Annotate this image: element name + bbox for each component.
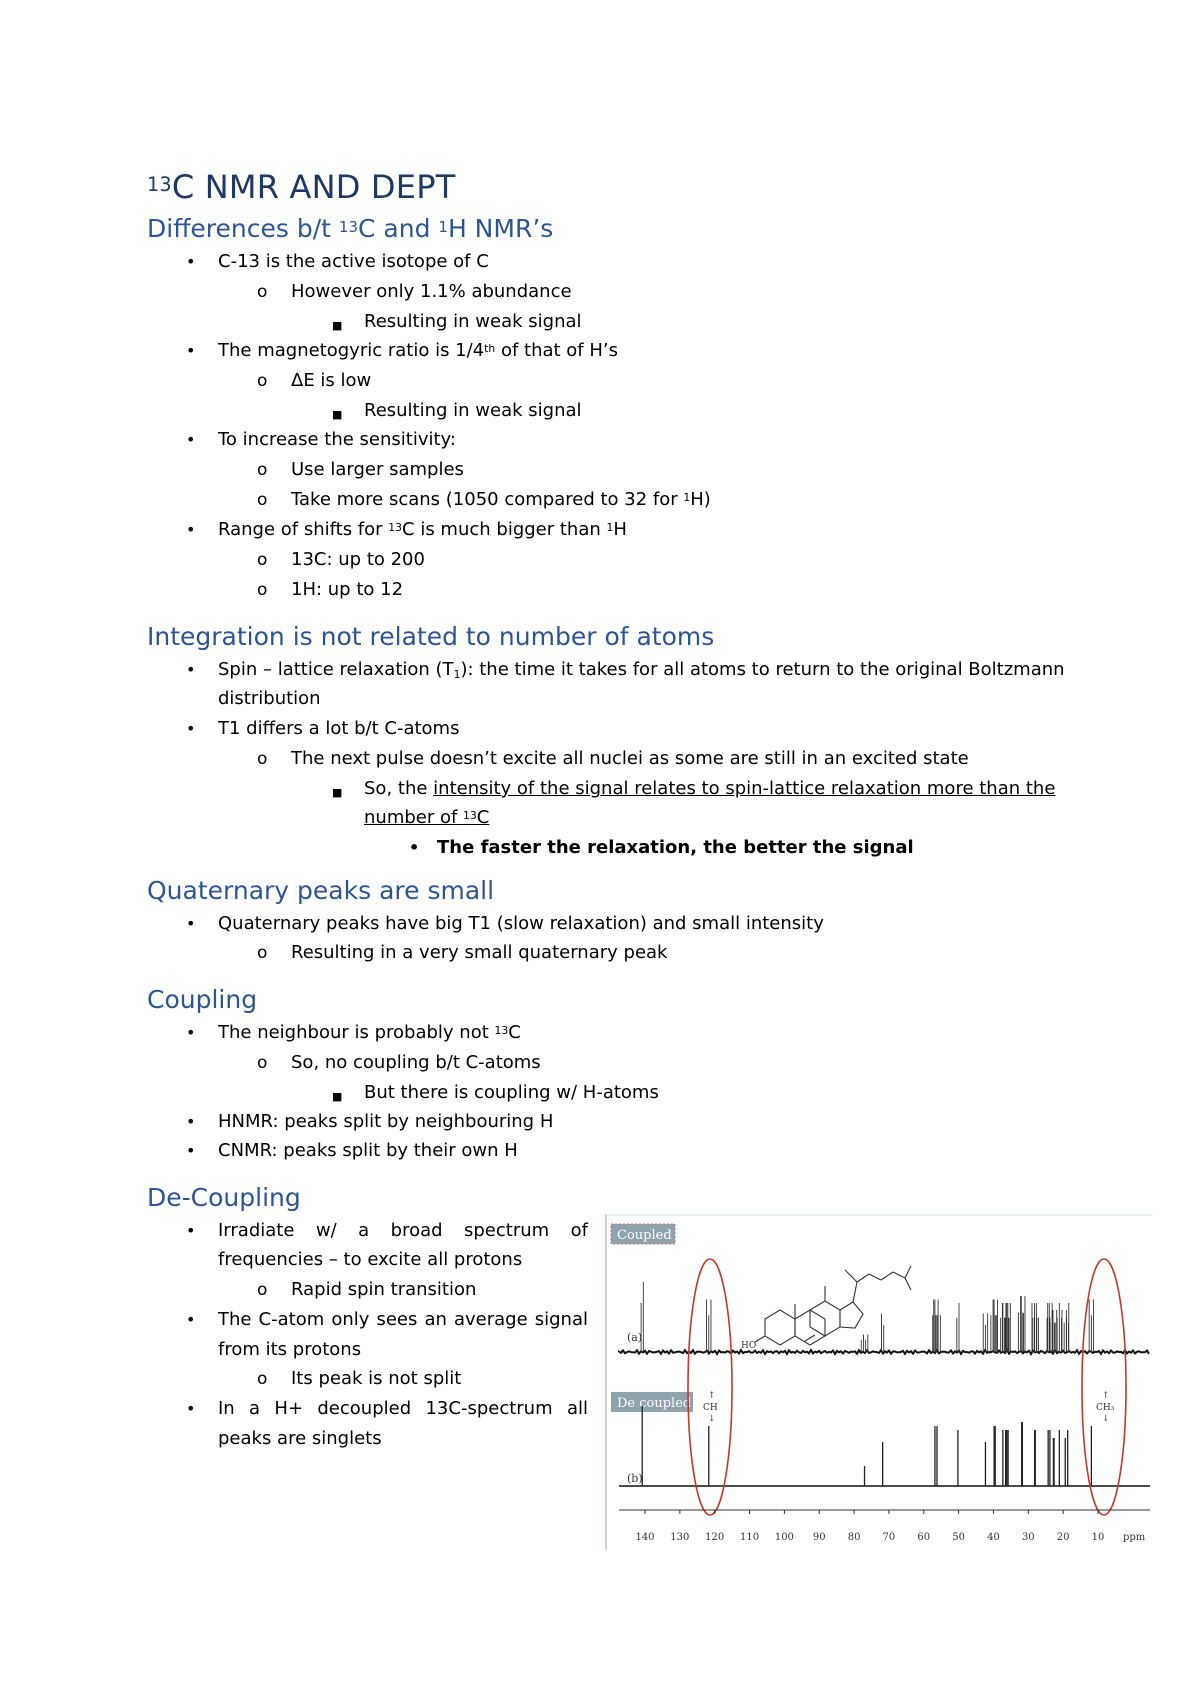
bullet-icon: o xyxy=(257,550,268,570)
list-item-continuation: peaks are singlets xyxy=(218,1428,382,1449)
x-axis-tick-label: 60 xyxy=(917,1532,931,1543)
heading-superscript: 13 xyxy=(338,217,358,236)
highlight-ellipse-right xyxy=(1082,1259,1126,1515)
bullet-icon: • xyxy=(409,838,420,857)
heading-part: H NMR’s xyxy=(447,214,554,243)
list-item-text xyxy=(218,1022,521,1044)
list-item-continuation xyxy=(364,807,489,829)
bullet-icon: o xyxy=(257,1280,268,1300)
x-axis-tick-label: 110 xyxy=(739,1532,760,1543)
bullet-icon: ■ xyxy=(332,1090,343,1103)
text-part: C xyxy=(476,807,490,828)
bullet-icon: • xyxy=(186,341,196,360)
list-item-text: T1 differs a lot b/t C-atoms xyxy=(218,718,460,739)
heading-quaternary: Quaternary peaks are small xyxy=(147,876,495,905)
list-item-text: Resulting in weak signal xyxy=(364,311,582,332)
bullet-icon: o xyxy=(257,943,268,963)
text-part: The neighbour is probably not xyxy=(218,1022,495,1043)
cholesterol-structure-icon xyxy=(755,1266,911,1345)
text-part: ): the time it takes for all atoms to return to the original Boltzmann xyxy=(460,659,1065,680)
bullet-icon: • xyxy=(186,719,196,738)
list-item-text xyxy=(218,519,627,541)
text-part: C is much bigger than xyxy=(402,519,607,540)
decoupled-label: De coupled xyxy=(617,1396,692,1411)
x-axis-tick-label: 40 xyxy=(987,1532,1000,1543)
axis-unit-label: ppm xyxy=(1123,1532,1146,1543)
bullet-icon: o xyxy=(257,749,268,769)
subscript: 1 xyxy=(453,667,461,681)
bullet-icon: o xyxy=(257,371,268,391)
list-item-text xyxy=(291,489,711,511)
x-axis-tick-label: 130 xyxy=(670,1532,690,1543)
x-axis-tick-label: 80 xyxy=(847,1532,861,1543)
ch-annotation-left xyxy=(703,1391,718,1424)
x-axis-tick-label: 50 xyxy=(952,1532,965,1543)
list-item-continuation: distribution xyxy=(218,688,321,709)
list-item-text: The faster the relaxation, the better the signal xyxy=(437,837,914,858)
list-item-text xyxy=(218,659,1065,681)
text-part: Spin – lattice relaxation (T xyxy=(218,659,454,680)
x-axis-ticks xyxy=(635,1510,1104,1543)
down-arrow-icon: ↓ xyxy=(1102,1414,1110,1424)
list-item-text: The C-atom only sees an average signal xyxy=(218,1309,588,1330)
list-item-text: Use larger samples xyxy=(291,459,464,480)
superscript: 13 xyxy=(494,1024,509,1038)
list-item-text: 1H: up to 12 xyxy=(291,579,404,600)
text-part: H xyxy=(613,519,627,540)
heading-coupling: Coupling xyxy=(147,985,258,1014)
bullet-icon: ■ xyxy=(332,786,343,799)
bullet-icon: • xyxy=(186,1221,196,1240)
superscript: th xyxy=(484,342,496,356)
text-part: Take more scans (1050 compared to 32 for xyxy=(291,489,684,510)
superscript: 1 xyxy=(683,491,691,505)
list-item-text: CNMR: peaks split by their own H xyxy=(218,1140,518,1161)
title-text: C NMR AND DEPT xyxy=(171,168,456,206)
bullet-icon: o xyxy=(257,282,268,302)
list-item-text xyxy=(218,340,618,362)
bullet-icon: • xyxy=(186,252,196,271)
text-part: of that of H’s xyxy=(495,340,618,361)
up-arrow-icon: ↑ xyxy=(1102,1391,1110,1401)
panel-a-label: (a) xyxy=(627,1331,643,1344)
panel-b-label: (b) xyxy=(627,1472,643,1485)
text-part: The magnetogyric ratio is 1/4 xyxy=(218,340,485,361)
coupled-peaks xyxy=(641,1282,1093,1352)
list-item-text: Rapid spin transition xyxy=(291,1279,477,1300)
ch-annotation-right xyxy=(1096,1391,1115,1424)
bullet-icon: ■ xyxy=(332,319,343,332)
list-item-text: Quaternary peaks have big T1 (slow relaxation) and small intensity xyxy=(218,913,824,934)
text-part: So, the xyxy=(364,778,434,799)
bullet-icon: • xyxy=(186,430,196,449)
list-item-text: So, no coupling b/t C-atoms xyxy=(291,1052,541,1073)
bullet-icon: o xyxy=(257,580,268,600)
x-axis-tick-label: 140 xyxy=(635,1532,655,1543)
molecule-label: HO xyxy=(741,1341,757,1351)
coupled-label: Coupled xyxy=(617,1228,672,1243)
bullet-icon: ■ xyxy=(332,408,343,421)
superscript: 13 xyxy=(388,521,403,535)
heading-decoupling: De-Coupling xyxy=(147,1183,301,1212)
bullet-icon: • xyxy=(186,520,196,539)
list-item-text: 13C: up to 200 xyxy=(291,549,425,570)
x-axis-tick-label: 100 xyxy=(774,1532,794,1543)
list-item-text: Its peak is not split xyxy=(291,1368,462,1389)
x-axis-tick-label: 20 xyxy=(1056,1532,1070,1543)
nmr-spectrum-figure xyxy=(605,1214,1155,1550)
superscript: 1 xyxy=(606,521,614,535)
list-item-text: Irradiate w/ a broad spectrum of xyxy=(218,1220,588,1241)
x-axis-tick-label: 30 xyxy=(1021,1532,1035,1543)
heading-differences xyxy=(147,214,553,243)
heading-part: C and xyxy=(358,214,439,243)
list-item-text: To increase the sensitivity: xyxy=(218,429,456,450)
list-item-continuation: from its protons xyxy=(218,1339,362,1360)
bullet-icon: • xyxy=(186,1310,196,1329)
list-item-text: In a H+ decoupled 13C-spectrum all xyxy=(218,1398,588,1419)
list-item-text xyxy=(364,778,1055,800)
list-item-text: However only 1.1% abundance xyxy=(291,281,572,302)
list-item-continuation: frequencies – to excite all protons xyxy=(218,1249,523,1270)
text-part: Range of shifts for xyxy=(218,519,389,540)
text-part: H) xyxy=(690,489,711,510)
ch-left-label: CH xyxy=(703,1403,718,1413)
list-item-text: C-13 is the active isotope of C xyxy=(218,251,489,272)
list-item-text: Resulting in weak signal xyxy=(364,400,582,421)
bullet-icon: • xyxy=(186,1399,196,1418)
x-axis-tick-label: 70 xyxy=(882,1532,896,1543)
page-title xyxy=(147,168,455,206)
bullet-icon: o xyxy=(257,490,268,510)
heading-integration: Integration is not related to number of atoms xyxy=(147,622,715,651)
list-item-text: The next pulse doesn’t excite all nuclei as some are still in an excited state xyxy=(291,748,969,769)
bullet-icon: • xyxy=(186,1141,196,1160)
x-axis-tick-label: 90 xyxy=(812,1532,826,1543)
list-item-text: Resulting in a very small quaternary peak xyxy=(291,942,668,963)
bullet-icon: • xyxy=(186,914,196,933)
bullet-icon: • xyxy=(186,1112,196,1131)
heading-superscript: 1 xyxy=(438,217,448,236)
bullet-icon: • xyxy=(186,1023,196,1042)
bullet-icon: o xyxy=(257,1053,268,1073)
x-axis-tick-label: 120 xyxy=(705,1532,725,1543)
text-part: C xyxy=(508,1022,521,1043)
title-superscript: 13 xyxy=(147,173,172,197)
heading-part: Differences b/t xyxy=(147,214,339,243)
list-item-text: But there is coupling w/ H-atoms xyxy=(364,1082,659,1103)
x-axis-tick-label: 10 xyxy=(1091,1532,1105,1543)
text-part: number of xyxy=(364,807,464,828)
bullet-icon: • xyxy=(186,660,196,679)
bullet-icon: o xyxy=(257,460,268,480)
down-arrow-icon: ↓ xyxy=(708,1414,716,1424)
up-arrow-icon: ↑ xyxy=(708,1391,716,1401)
underlined-text: intensity of the signal relates to spin-lattice relaxation more than the xyxy=(433,778,1056,799)
ch-right-label: CH₃ xyxy=(1096,1403,1115,1413)
list-item-text: ΔE is low xyxy=(291,370,372,391)
bullet-icon: o xyxy=(257,1369,268,1389)
highlight-ellipse-left xyxy=(688,1259,732,1515)
list-item-text: HNMR: peaks split by neighbouring H xyxy=(218,1111,554,1132)
superscript: 13 xyxy=(463,809,477,823)
